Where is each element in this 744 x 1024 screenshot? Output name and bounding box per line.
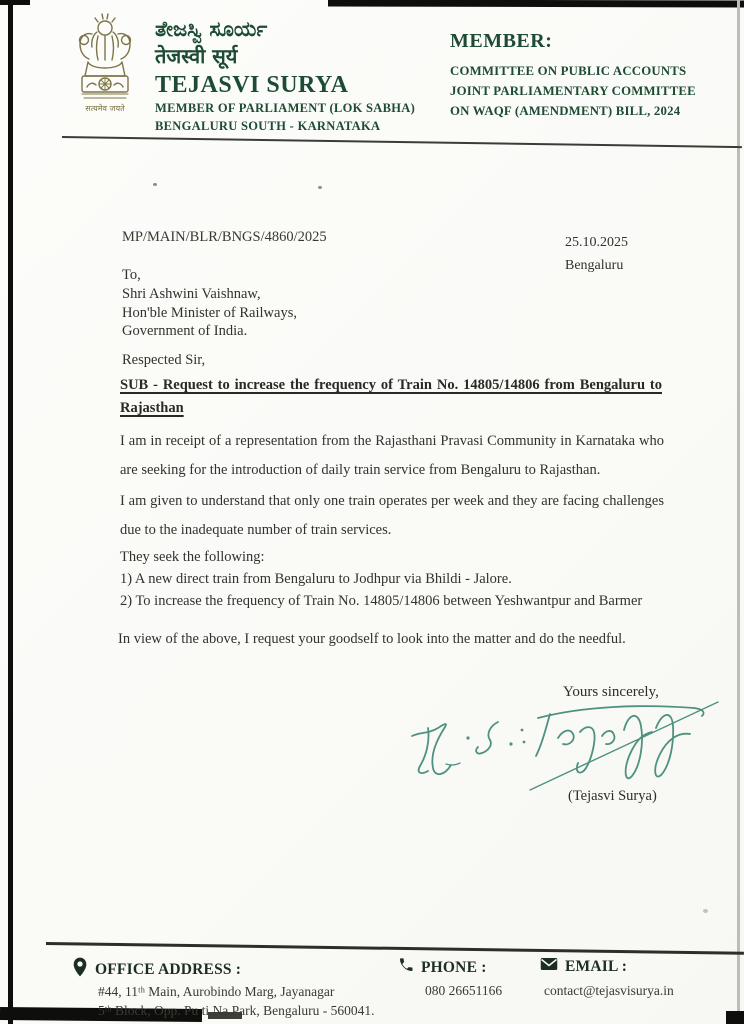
letterhead-identity	[155, 16, 415, 134]
phone-number: 080 26651166	[425, 983, 503, 998]
addressee-line: Hon'ble Minister of Railways,	[122, 304, 297, 321]
list-item-2: 2) To increase the frequency of Train No. 14805/14806 between Yeshwantpur and Barmer	[120, 593, 643, 609]
office-address-line-1: #44, 11ᵗʰ Main, Aurobindo Marg, Jayanagar	[98, 984, 335, 999]
email-envelope-icon	[540, 957, 558, 976]
addressee-line: Shri Ashwini Vaishnaw,	[122, 285, 261, 302]
bull-figure	[114, 83, 123, 87]
scan-artifact-top-right	[328, 0, 744, 8]
name-english: TEJASVI SURYA	[155, 72, 349, 98]
addressee-line: To,	[122, 267, 141, 283]
list-item-1: 1) A new direct train from Bengaluru to Jodhpur via Bhildi - Jalore.	[120, 571, 512, 587]
phone-icon	[398, 957, 414, 978]
designation-line-1: MEMBER OF PARLIAMENT (LOK SABHA)	[155, 101, 416, 115]
email-heading-row	[540, 957, 740, 976]
scan-speck	[153, 183, 157, 186]
signatory-name: (Tejasvi Surya)	[568, 788, 657, 804]
phone-heading-row	[398, 957, 538, 978]
member-heading: MEMBER:	[450, 30, 553, 52]
office-address-heading-row	[72, 957, 392, 982]
valediction: Yours sincerely,	[563, 684, 659, 700]
phone-heading: PHONE :	[421, 958, 487, 976]
location-pin-icon	[72, 957, 88, 982]
body-paragraph-2: I am given to understand that only one train operates per week and they are facing challenges due to the inadequate number of train services.	[120, 493, 664, 538]
emblem-motto: सत्यमेव जयते	[85, 104, 125, 113]
scan-speck	[703, 909, 708, 913]
committee-line-2: JOINT PARLIAMENTARY COMMITTEE	[450, 84, 696, 98]
office-address-line-2: 5ᵗʰ Block, Opp. Pu ti Na Park, Bengaluru - 560041.	[98, 1003, 375, 1018]
salutation: Respected Sir,	[122, 352, 206, 368]
subject-line-2: Rajasthan	[120, 400, 184, 416]
scan-artifact-right-edge	[737, 0, 740, 1024]
reference-number: MP/MAIN/BLR/BNGS/4860/2025	[122, 229, 327, 245]
phone-block	[398, 957, 538, 1000]
office-address-heading: OFFICE ADDRESS :	[95, 960, 242, 978]
scan-artifact-left-edge	[8, 0, 13, 1024]
subject-line-1: SUB - Request to increase the frequency of Train No. 14805/14806 from Bengaluru to	[120, 377, 662, 393]
date-place-block	[565, 231, 628, 277]
designation-line-2: BENGALURU SOUTH - KARNATAKA	[155, 118, 381, 133]
scan-speck	[318, 186, 322, 189]
letter-date: 25.10.2025	[565, 235, 628, 250]
body-paragraph-1: I am in receipt of a representation from the Rajasthani Pravasi Community in Karnataka who are seeking for the introduction of daily train service from Bengaluru to Rajasthan.	[120, 433, 664, 478]
addressee-block	[122, 266, 297, 341]
committee-line-3: ON WAQF (AMENDMENT) BILL, 2024	[450, 104, 681, 118]
scan-artifact-bottom-right	[726, 1011, 744, 1024]
closing-paragraph: In view of the above, I request your goodself to look into the matter and do the needful.	[118, 631, 626, 647]
name-kannada: ತೇಜಸ್ವಿ ಸೂರ್ಯ	[155, 17, 268, 41]
emblem-of-india	[70, 10, 140, 132]
name-hindi: तेजस्वी सूर्य	[155, 44, 238, 68]
email-block	[540, 957, 740, 1000]
scan-artifact-top-left	[0, 0, 30, 5]
footer-divider	[46, 942, 744, 954]
email-heading: EMAIL :	[565, 957, 628, 975]
lion-head	[98, 21, 112, 35]
addressee-line: Government of India.	[122, 323, 248, 340]
subject-line	[120, 374, 662, 420]
member-committees-block	[450, 30, 720, 121]
letterhead-divider	[62, 136, 742, 148]
committee-line-1: COMMITTEE ON PUBLIC ACCOUNTS	[450, 64, 687, 78]
horse-figure	[87, 83, 96, 87]
letter-place: Bengaluru	[565, 258, 624, 273]
email-address: contact@tejasvisurya.in	[544, 983, 674, 998]
handwritten-signature	[398, 692, 723, 797]
list-intro: They seek the following:	[120, 549, 265, 565]
office-address-block	[72, 957, 392, 1020]
